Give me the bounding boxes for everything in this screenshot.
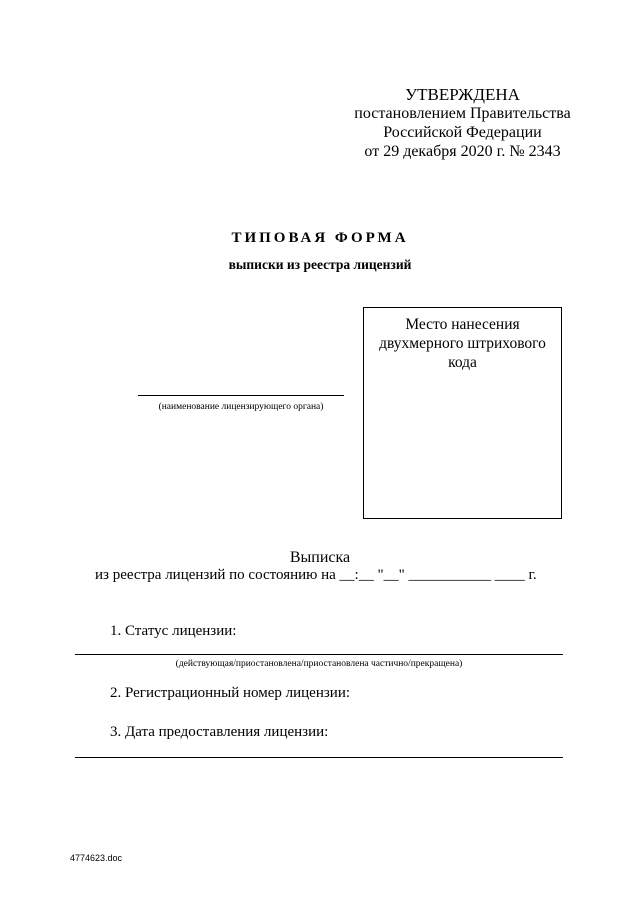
issue-date-field-line[interactable] [75,757,563,758]
barcode-text-line-2: двухмерного штрихового [379,335,546,352]
status-field-line[interactable] [75,654,563,655]
extract-title: Выписка [289,549,351,566]
approval-title: УТВЕРЖДЕНА [405,85,520,104]
issue-date-label: 3. Дата предоставления лицензии: [110,724,329,740]
barcode-placeholder-box [363,307,562,519]
approval-line-3: от 29 декабря 2020 г. № 2343 [364,143,561,160]
form-subtitle: выписки из реестра лицензий [228,257,412,272]
approval-line-1: постановлением Правительства [354,105,571,122]
registration-number-label: 2. Регистрационный номер лицензии: [110,685,351,701]
status-label: 1. Статус лицензии: [110,623,237,639]
extract-date-line: из реестра лицензий по состоянию на __:__ "__" ___________ ____ г. [95,567,537,583]
barcode-text-line-3: кода [448,354,477,371]
approval-line-2: Российской Федерации [383,124,542,141]
licensing-authority-caption: (наименование лицензирующего органа) [158,402,324,412]
document-id: 4774623.doc [70,853,123,863]
status-caption: (действующая/приостановлена/приостановлена частично/прекращена) [175,659,463,669]
form-title: ТИПОВАЯ ФОРМА [231,230,409,246]
approval-stamp [340,85,585,161]
barcode-text-line-1: Место нанесения [405,316,520,333]
licensing-authority-field-line[interactable] [138,395,344,396]
